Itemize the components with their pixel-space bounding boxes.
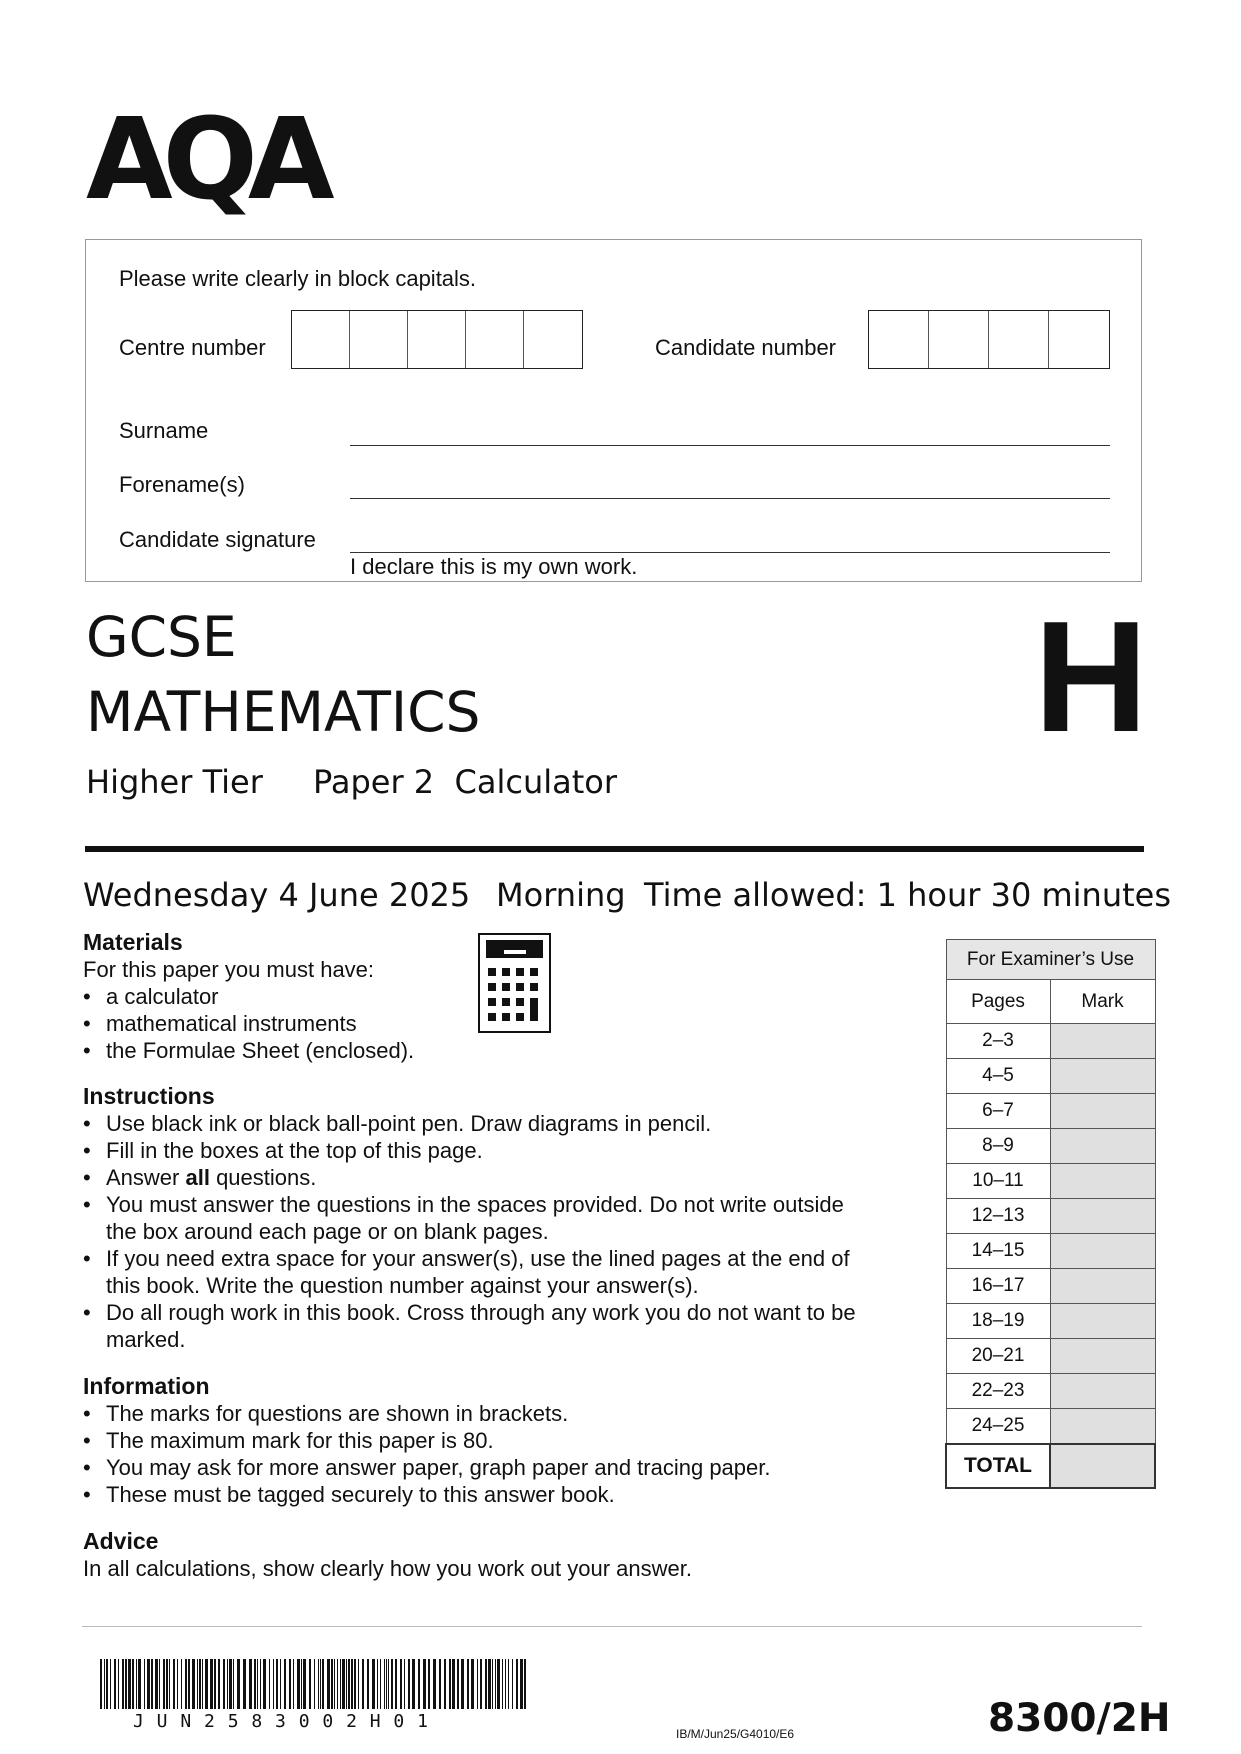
surname-label: Surname: [119, 418, 209, 443]
barcode-bar: [342, 1659, 345, 1709]
barcode-bar: [331, 1659, 333, 1709]
mark-cell[interactable]: [1050, 1374, 1155, 1409]
list-item: • Fill in the boxes at the top of this page.: [83, 1137, 883, 1164]
barcode-bar: [293, 1659, 294, 1709]
barcode-bar: [147, 1659, 150, 1709]
barcode-bar: [354, 1659, 356, 1709]
centre-digit-box[interactable]: [350, 311, 408, 368]
barcode-bar: [118, 1659, 119, 1709]
barcode-bar: [400, 1659, 402, 1709]
pages-cell: 10–11: [946, 1164, 1050, 1199]
barcode-bar: [223, 1659, 225, 1709]
barcode-bar: [280, 1659, 281, 1709]
mark-cell[interactable]: [1050, 1234, 1155, 1269]
mark-cell[interactable]: [1050, 1164, 1155, 1199]
candidate-digit-box[interactable]: [989, 311, 1049, 368]
barcode-bar: [229, 1659, 232, 1709]
instruction-text: questions.: [209, 1165, 317, 1190]
instructions-list: [83, 1110, 883, 1353]
barcode-bar: [284, 1659, 286, 1709]
barcode-bar: [100, 1659, 102, 1709]
barcode-bar: [372, 1659, 375, 1709]
barcode-bar: [210, 1659, 213, 1709]
barcode-bar: [181, 1659, 182, 1709]
pages-cell: 6–7: [946, 1094, 1050, 1129]
barcode-bar: [132, 1659, 134, 1709]
list-item: • mathematical instruments: [83, 1010, 523, 1037]
barcode-bar: [169, 1659, 170, 1709]
candidate-number-boxes[interactable]: [868, 310, 1110, 369]
barcode-bar: [471, 1659, 474, 1709]
signature-label: Candidate signature: [119, 527, 316, 552]
candidate-number-label: Candidate number: [655, 335, 837, 360]
pages-cell: 24–25: [946, 1409, 1050, 1445]
mark-cell[interactable]: [1050, 1059, 1155, 1094]
candidate-digit-box[interactable]: [929, 311, 989, 368]
list-item: [83, 1164, 883, 1191]
barcode-bar: [497, 1659, 500, 1709]
centre-digit-box[interactable]: [524, 311, 582, 368]
barcode-bar: [269, 1659, 270, 1709]
heading-rule: [85, 846, 1144, 852]
barcode-bar: [452, 1659, 455, 1709]
forenames-label: Forename(s): [119, 472, 245, 497]
barcode-bar: [114, 1659, 116, 1709]
list-item: • Use black ink or black ball-point pen. Draw diagrams in pencil.: [83, 1110, 883, 1137]
mark-cell[interactable]: [1050, 1129, 1155, 1164]
total-label: TOTAL: [946, 1444, 1050, 1488]
barcode-bar: [199, 1659, 201, 1709]
total-mark-cell[interactable]: [1050, 1444, 1155, 1488]
mark-cell[interactable]: [1050, 1339, 1155, 1374]
barcode-bar: [177, 1659, 178, 1709]
materials-section: [83, 928, 523, 1064]
examiner-table-title: For Examiner’s Use: [946, 940, 1155, 980]
barcode-bar: [163, 1659, 165, 1709]
forenames-line[interactable]: [350, 498, 1110, 499]
reference-code: IB/M/Jun25/G4010/E6: [676, 1727, 795, 1741]
list-item: • Do all rough work in this book. Cross through any work you do not want to be marked.: [83, 1299, 896, 1353]
barcode-bar: [433, 1659, 436, 1709]
barcode-bar: [412, 1659, 415, 1709]
mark-cell[interactable]: [1050, 1199, 1155, 1234]
pages-cell: 22–23: [946, 1374, 1050, 1409]
barcode-bar: [457, 1659, 459, 1709]
list-item: • You may ask for more answer paper, graph paper and tracing paper.: [83, 1454, 883, 1481]
centre-number-boxes[interactable]: [291, 310, 583, 369]
barcode-bar: [155, 1659, 158, 1709]
footer-rule: [82, 1626, 1142, 1627]
barcode-bar: [467, 1659, 469, 1709]
barcode-bar: [358, 1659, 359, 1709]
exam-date: Wednesday 4 June 2025: [83, 876, 471, 914]
list-item: • The maximum mark for this paper is 80.: [83, 1427, 883, 1454]
barcode-bar: [218, 1659, 220, 1709]
instructions-title: Instructions: [83, 1083, 215, 1109]
declaration-text: I declare this is my own work.: [350, 554, 638, 579]
barcode-bar: [106, 1659, 108, 1709]
pages-cell: 20–21: [946, 1339, 1050, 1374]
pages-column-header: Pages: [946, 980, 1050, 1024]
pages-cell: 18–19: [946, 1304, 1050, 1339]
pages-cell: 4–5: [946, 1059, 1050, 1094]
barcode-bar: [377, 1659, 378, 1709]
advice-section: [83, 1527, 883, 1582]
tier-label: Higher Tier: [86, 763, 263, 801]
barcode-bar: [492, 1659, 493, 1709]
barcode-bar: [380, 1659, 381, 1709]
mark-cell[interactable]: [1050, 1269, 1155, 1304]
barcode-bar: [122, 1659, 124, 1709]
barcode-bar: [227, 1659, 228, 1709]
barcode-bar: [128, 1659, 131, 1709]
barcode-bar: [318, 1659, 319, 1709]
advice-text: In all calculations, show clearly how you work out your answer.: [83, 1556, 692, 1581]
barcode-bar: [173, 1659, 175, 1709]
barcode-icon: [100, 1659, 530, 1709]
barcode-text: J U N 2 5 8 3 0 0 2 H 0 1: [133, 1711, 429, 1732]
barcode-bar: [233, 1659, 234, 1709]
barcode-bar: [391, 1659, 393, 1709]
barcode-bar: [125, 1659, 127, 1709]
qualification-title: GCSE: [86, 605, 237, 669]
materials-title: Materials: [83, 929, 183, 955]
barcode-bar: [485, 1659, 487, 1709]
barcode-bar: [197, 1659, 198, 1709]
barcode-bar: [249, 1659, 252, 1709]
examiner-use-table: [945, 939, 1156, 1489]
candidate-digit-box[interactable]: [1049, 311, 1109, 368]
barcode-bar: [351, 1659, 353, 1709]
barcode-bar: [301, 1659, 302, 1709]
barcode-bar: [495, 1659, 496, 1709]
barcode-bar: [367, 1659, 369, 1709]
barcode-bar: [502, 1659, 503, 1709]
barcode-bar: [477, 1659, 478, 1709]
barcode-bar: [276, 1659, 278, 1709]
barcode-bar: [408, 1659, 410, 1709]
barcode-bar: [320, 1659, 321, 1709]
barcode-bar: [512, 1659, 513, 1709]
barcode-bar: [202, 1659, 203, 1709]
barcode-bar: [159, 1659, 160, 1709]
barcode-bar: [136, 1659, 137, 1709]
surname-line[interactable]: [350, 445, 1110, 446]
mark-cell[interactable]: [1050, 1024, 1155, 1059]
barcode-bar: [309, 1659, 311, 1709]
advice-title: Advice: [83, 1528, 159, 1554]
exam-session: Morning: [496, 876, 626, 914]
instruction-text: Answer: [106, 1165, 186, 1190]
centre-number-label: Centre number: [119, 335, 266, 360]
barcode-bar: [488, 1659, 491, 1709]
barcode-bar: [520, 1659, 523, 1709]
emphasis-all: all: [185, 1165, 210, 1190]
barcode-bar: [346, 1659, 347, 1709]
candidate-digit-box[interactable]: [869, 311, 929, 368]
barcode-bar: [205, 1659, 208, 1709]
barcode-bar: [439, 1659, 441, 1709]
barcode-bar: [243, 1659, 246, 1709]
barcode-bar: [386, 1659, 387, 1709]
barcode-bar: [151, 1659, 153, 1709]
barcode-bar: [327, 1659, 330, 1709]
barcode-bar: [144, 1659, 145, 1709]
mark-cell[interactable]: [1050, 1409, 1155, 1445]
barcode-bar: [395, 1659, 397, 1709]
aqa-logo: AQA: [86, 95, 325, 225]
pages-cell: 12–13: [946, 1199, 1050, 1234]
barcode-bar: [508, 1659, 509, 1709]
barcode-bar: [524, 1659, 526, 1709]
barcode-bar: [263, 1659, 266, 1709]
list-item: • The marks for questions are shown in brackets.: [83, 1400, 883, 1427]
signature-line[interactable]: [350, 552, 1110, 553]
list-item: • You must answer the questions in the spaces provided. Do not write outside the box around each page or on blank pages.: [83, 1191, 846, 1245]
barcode-bar: [314, 1659, 315, 1709]
materials-intro: For this paper you must have:: [83, 957, 375, 982]
information-section: [83, 1372, 883, 1508]
barcode-bar: [138, 1659, 141, 1709]
pages-cell: 2–3: [946, 1024, 1050, 1059]
barcode-bar: [348, 1659, 350, 1709]
barcode-bar: [428, 1659, 430, 1709]
mark-cell[interactable]: [1050, 1094, 1155, 1129]
barcode-bar: [273, 1659, 274, 1709]
barcode-bar: [340, 1659, 341, 1709]
barcode-bar: [516, 1659, 518, 1709]
barcode-bar: [384, 1659, 385, 1709]
barcode-bar: [188, 1659, 190, 1709]
instructions-section: [83, 1082, 883, 1353]
barcode-bar: [322, 1659, 324, 1709]
barcode-bar: [337, 1659, 338, 1709]
list-item: • a calculator: [83, 983, 523, 1010]
barcode-bar: [166, 1659, 168, 1709]
list-item: • the Formulae Sheet (enclosed).: [83, 1037, 523, 1064]
barcode-bar: [289, 1659, 291, 1709]
tier-letter: H: [1033, 589, 1148, 765]
list-item: • If you need extra space for your answer(s), use the lined pages at the end of this book. Write the question number against your answer(s).: [83, 1245, 886, 1299]
centre-digit-box[interactable]: [408, 311, 466, 368]
calculator-icon: [478, 933, 551, 1033]
materials-list: [83, 983, 523, 1064]
pages-cell: 8–9: [946, 1129, 1050, 1164]
barcode-bar: [449, 1659, 451, 1709]
barcode-bar: [362, 1659, 364, 1709]
barcode-bar: [104, 1659, 105, 1709]
mark-cell[interactable]: [1050, 1304, 1155, 1339]
barcode-bar: [388, 1659, 389, 1709]
information-list: [83, 1400, 883, 1508]
pages-cell: 14–15: [946, 1234, 1050, 1269]
list-item: • These must be tagged securely to this answer book.: [83, 1481, 883, 1508]
barcode-bar: [257, 1659, 258, 1709]
barcode-bar: [260, 1659, 261, 1709]
barcode-bar: [214, 1659, 216, 1709]
block-capitals-instruction: Please write clearly in block capitals.: [119, 266, 477, 291]
information-title: Information: [83, 1373, 210, 1399]
barcode-bar: [418, 1659, 420, 1709]
barcode-bar: [254, 1659, 256, 1709]
mark-column-header: Mark: [1050, 980, 1155, 1024]
barcode-bar: [192, 1659, 195, 1709]
barcode-bar: [334, 1659, 335, 1709]
barcode-bar: [444, 1659, 446, 1709]
barcode-bar: [303, 1659, 306, 1709]
barcode-bar: [461, 1659, 464, 1709]
paper-code: 8300/2H: [988, 1696, 1171, 1741]
barcode-bar: [185, 1659, 187, 1709]
subject-title: MATHEMATICS: [86, 680, 481, 744]
barcode-bar: [404, 1659, 405, 1709]
barcode-bar: [297, 1659, 300, 1709]
barcode-bar: [480, 1659, 482, 1709]
barcode-bar: [237, 1659, 240, 1709]
barcode-bar: [505, 1659, 506, 1709]
paper-label: Paper 2 Calculator: [313, 763, 617, 801]
centre-digit-box[interactable]: [466, 311, 524, 368]
time-allowed: Time allowed: 1 hour 30 minutes: [644, 876, 1171, 914]
barcode-bar: [110, 1659, 111, 1709]
centre-digit-box[interactable]: [292, 311, 350, 368]
barcode-bar: [423, 1659, 426, 1709]
pages-cell: 16–17: [946, 1269, 1050, 1304]
